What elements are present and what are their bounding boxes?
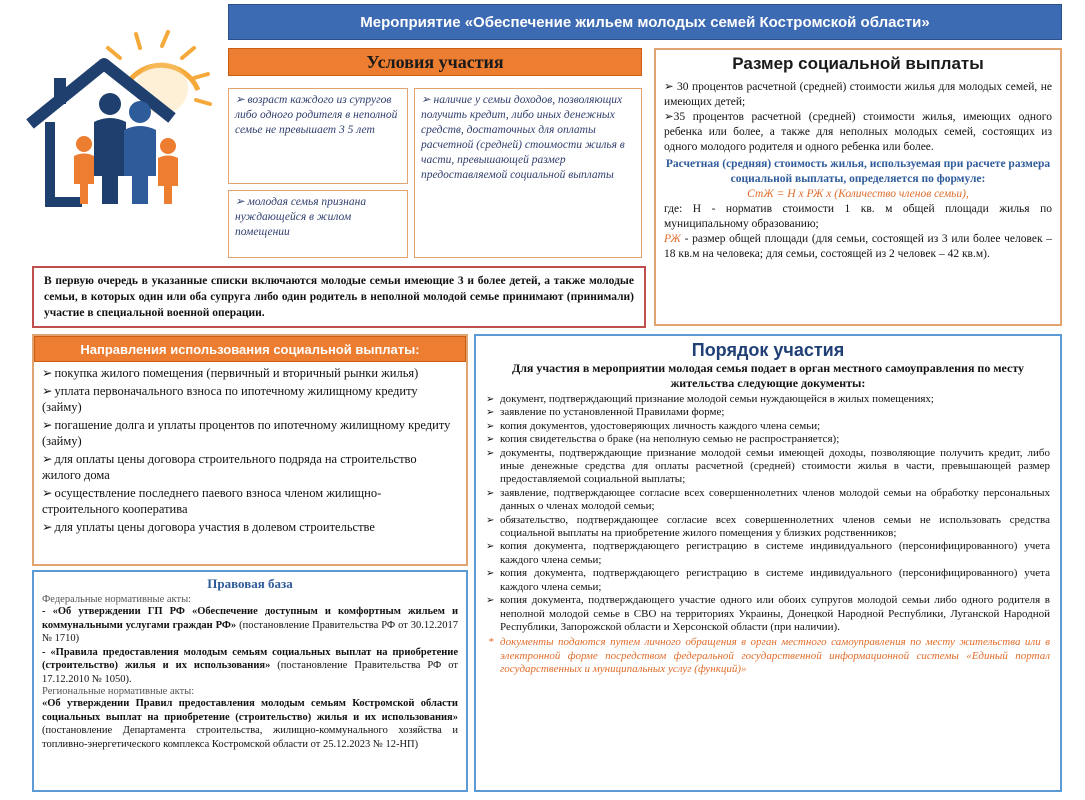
- formula-where-rzh: РЖ - размер общей площади (для семьи, состоящей из 3 или более человек – 18 кв.м на человека; для семьи, состоящей из 2 человек – 42 кв.м).: [664, 233, 1052, 260]
- federal-act-2: - «Правила предоставления молодым семьям социальных выплат на приобретение (строительство) жилья и их использования» (постановление Правительства РФ от 17.12.2010 № 1050).: [42, 646, 459, 685]
- legal-base-panel: [32, 570, 468, 792]
- participation-order-panel: [474, 334, 1062, 792]
- calc-heading: Расчетная (средняя) стоимость жилья, используемая при расчете размера социальной выплаты, определяется по формуле:: [665, 158, 1051, 185]
- priority-notice: В первую очередь в указанные списки включаются молодые семьи имеющие 3 и более детей, а также молодые семьи, в которых один или оба супруга либо один родитель в неполной молодой семье принимают (принимали) участие в специальной военной операции.: [32, 266, 646, 328]
- payment-size-panel: [654, 48, 1062, 326]
- list-item: ➢ заявление, подтверждающее согласие всех совершеннолетних членов молодой семьи на обработку персональных данных о членах молодой семьи;: [486, 487, 1050, 514]
- condition-income: ➢ наличие у семьи доходов, позволяющих получить кредит, либо иных денежных средств, достаточных для оплаты расчетной (средней) стоимости жилья в части, превышающей размер предоставляемой социальной выплаты: [414, 88, 642, 258]
- family-house-logo: [22, 26, 222, 216]
- formula-where-h: где: Н - норматив стоимости 1 кв. м общей площади жилья по муниципальному образованию;: [664, 203, 1052, 230]
- order-title: Порядок участия: [691, 340, 845, 360]
- payment-rule-no-children: ➢ 30 процентов расчетной (средней) стоимости жилья для молодых семей, не имеющих детей;: [664, 81, 1052, 108]
- list-item: ➢ документ, подтверждающий признание молодой семьи нуждающейся в жилых помещениях;: [486, 393, 1050, 406]
- list-item: ➢ обязательство, подтверждающее согласие всех совершеннолетних членов семьи не использовать средства социальной выплаты на приобретение жилого помещения у близких родственников;: [486, 514, 1050, 541]
- directions-title: Направления использования социальной выплаты:: [34, 336, 466, 362]
- list-item: ➢ уплата первоначального взноса по ипотечному жилищному кредиту (займу): [42, 383, 458, 415]
- list-item: ➢ осуществление последнего паевого взноса членом жилищно-строительного кооператива: [42, 485, 458, 517]
- list-item: ➢ копия свидетельства о браке (на неполную семью не распространяется);: [486, 433, 1050, 446]
- payment-title: Размер социальной выплаты: [732, 54, 984, 73]
- condition-age: ➢ возраст каждого из супругов либо одного родителя в неполной семье не превышает 3 5 лет: [228, 88, 408, 184]
- directions-panel: [32, 334, 468, 566]
- page-banner: Мероприятие «Обеспечение жильем молодых семей Костромской области»: [228, 4, 1062, 40]
- list-item: ➢ документы, подтверждающие признание молодой семьи имеющей доходы, позволяющие получить кредит, либо иные денежные средства для оплаты расчетной (средней) стоимости жилья в части, превышающей размер предоставляемой социальной выплаты;: [486, 447, 1050, 487]
- conditions-title: Условия участия: [228, 48, 642, 76]
- regional-label: Региональные нормативные акты:: [42, 686, 195, 697]
- list-item: ➢ для уплаты цены договора участия в долевом строительстве: [42, 519, 458, 535]
- arrow-bullet-icon: ➢: [421, 94, 431, 106]
- condition-need-housing: ➢ молодая семья признана нуждающейся в жилом помещении: [228, 190, 408, 258]
- list-item: ➢ покупка жилого помещения (первичный и вторичный рынки жилья): [42, 365, 458, 381]
- list-item: ➢ погашение долга и уплаты процентов по ипотечному жилищному кредиту (займу): [42, 417, 458, 449]
- list-item: ➢ копия документа, подтверждающего регистрацию в системе индивидуального (персонифицированного) учета каждого члена семьи;: [486, 567, 1050, 594]
- order-footnote: * документы подаются путем личного обращения в орган местного самоуправления по месту жительства или в электронной форме посредством федеральной государственной информационной системы «Единый портал государственных и муниципальных услуг (функций)»: [486, 636, 1050, 676]
- list-item: ➢ копия документов, удостоверяющих личность каждого члена семьи;: [486, 420, 1050, 433]
- federal-label: Федеральные нормативные акты:: [42, 594, 192, 605]
- regional-act-1: «Об утверждении Правил предоставления молодым семьям Костромской области социальных выплат на приобретение (строительство) жилья и их использования» (постановление Департамента строительства, жилищно-коммунального хозяйства и топливно-энергетического комплекса Костромской области от 25.12.2023 № 12-НП): [42, 698, 458, 750]
- formula: СтЖ = Н х РЖ х (Количество членов семьи),: [747, 188, 969, 200]
- payment-rule-children: ➢35 процентов расчетной (средней) стоимости жилья, имеющих одного ребенка или более, а также для неполных молодых семей, состоящих из одного молодого родителя и одного ребенка или более.: [664, 111, 1052, 153]
- arrow-bullet-icon: ➢: [235, 94, 245, 106]
- list-item: ➢ копия документа, подтверждающего регистрацию в системе индивидуального (персонифицированного) учета каждого члена семьи;: [486, 540, 1050, 567]
- federal-act-1: - «Об утверждении ГП РФ «Обеспечение доступным и комфортным жильем и коммунальными услугами граждан РФ» (постановление Правительства РФ от 30.12.2017 № 1710): [42, 606, 458, 644]
- list-item: ➢ для оплаты цены договора строительного подряда на строительство жилого дома: [42, 451, 458, 483]
- list-item: ➢ заявление по установленной Правилами форме;: [486, 406, 1050, 419]
- legal-title: Правовая база: [207, 576, 293, 591]
- arrow-bullet-icon: ➢: [235, 196, 245, 208]
- order-lead: Для участия в мероприятии молодая семья подает в орган местного самоуправления по месту жительства следующие документы:: [511, 361, 1025, 390]
- list-item: ➢ копия документа, подтверждающего участие одного или обоих супругов молодой семьи либо одного родителя в неполной молодой семье в СВО на территориях Украины, Донецкой Народной Республики, Луганской Народной Республики, Запорожской области и Херсонской области (при наличии).: [486, 594, 1050, 634]
